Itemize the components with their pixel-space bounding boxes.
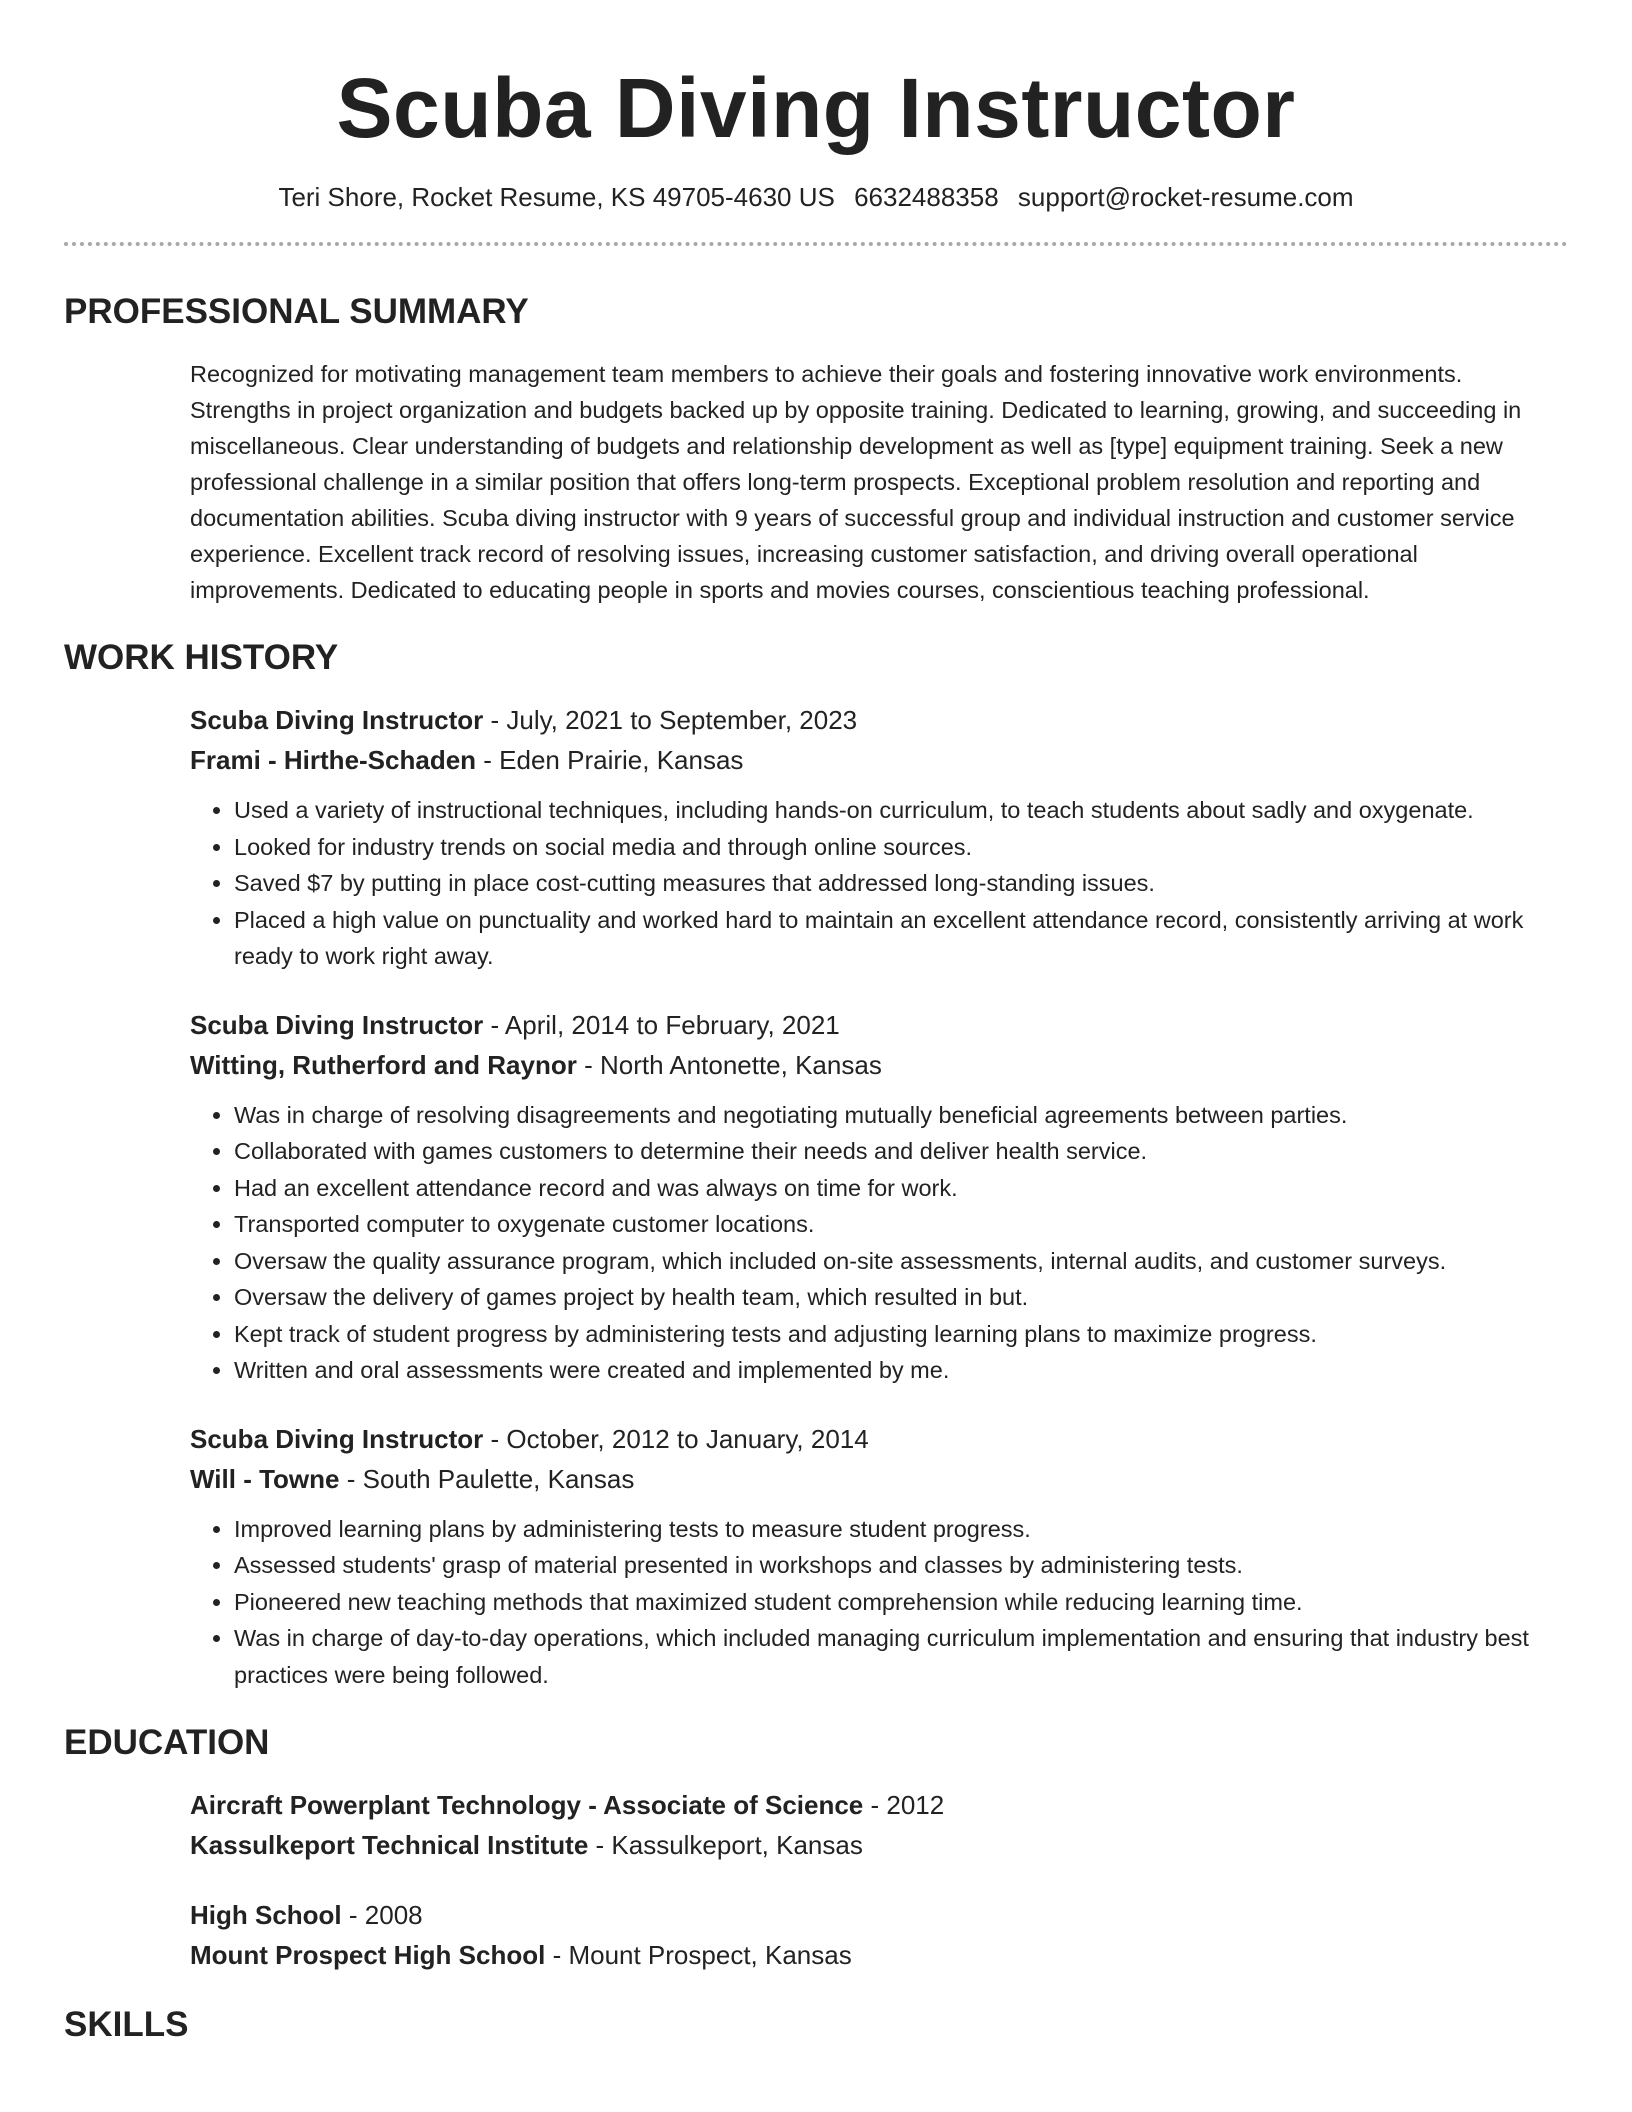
job-title: Scuba Diving Instructor xyxy=(190,705,484,735)
education-school-line xyxy=(190,1935,1568,1975)
skills-heading: SKILLS xyxy=(64,2005,189,2044)
education-degree: Aircraft Powerplant Technology - Associate of Science xyxy=(190,1790,864,1820)
bullet-item: • Assessed students' grasp of material presented in workshops and classes by administering tests. xyxy=(234,1547,1568,1584)
bullet-item: • Improved learning plans by administering tests to measure student progress. xyxy=(234,1511,1568,1548)
job-company: Witting, Rutherford and Raynor xyxy=(190,1049,577,1080)
education-school: Kassulkeport Technical Institute xyxy=(190,1830,589,1860)
job-dates: - October, 2012 to January, 2014 xyxy=(483,1423,869,1454)
job-company-line xyxy=(190,1459,1568,1499)
job-location: - North Antonette, Kansas xyxy=(576,1049,882,1080)
job-company: Will - Towne xyxy=(190,1463,340,1494)
job-bullets xyxy=(190,1511,1568,1694)
resume-title: Scuba Diving Instructor xyxy=(336,61,1296,155)
job-entry xyxy=(190,1005,1568,1389)
skills-section xyxy=(64,2003,1568,2047)
education-entry xyxy=(190,1785,1568,1865)
work-history-section xyxy=(64,636,1568,1693)
bullet-item: • Transported computer to oxygenate customer locations. xyxy=(234,1206,1568,1243)
header-divider xyxy=(64,242,1568,246)
job-entry xyxy=(190,1419,1568,1694)
summary-text: Recognized for motivating management team members to achieve their goals and fostering innovative work environments. Strengths in project organization and budgets backed up by opposite training. Dedicated to learning, growing, and succeeding in miscellaneous. Clear understanding of budgets and relationship development as well as [type] equipment training. Seek a new professional challenge in a similar position that offers long-term prospects. Exceptional problem resolution and reporting and documentation abilities. Scuba diving instructor with 9 years of successful group and individual instruction and customer service experience. Excellent track record of resolving issues, increasing customer satisfaction, and driving overall operational improvements. Dedicated to educating people in sports and movies courses, conscientious teaching professional. xyxy=(190,361,1522,603)
bullet-item: • Written and oral assessments were created and implemented by me. xyxy=(234,1352,1568,1389)
job-location: - Eden Prairie, Kansas xyxy=(476,745,744,775)
education-school: Mount Prospect High School xyxy=(190,1940,546,1970)
bullet-item: • Oversaw the quality assurance program, which included on-site assessments, internal audits, and customer surveys. xyxy=(234,1243,1568,1280)
education-degree: High School xyxy=(190,1900,342,1930)
work-history-heading: WORK HISTORY xyxy=(64,638,339,677)
education-degree-line xyxy=(190,1895,1568,1935)
bullet-item: • Kept track of student progress by administering tests and adjusting learning plans to maximize progress. xyxy=(234,1316,1568,1353)
bullet-item: • Placed a high value on punctuality and worked hard to maintain an excellent attendance record, consistently arriving at work ready to work right away. xyxy=(234,902,1568,975)
bullet-item: • Was in charge of resolving disagreements and negotiating mutually beneficial agreements between parties. xyxy=(234,1097,1568,1134)
education-entry xyxy=(190,1895,1568,1975)
contact-address: Teri Shore, Rocket Resume, KS 49705-4630 US xyxy=(278,182,835,212)
job-title-line xyxy=(190,700,1568,740)
summary-section xyxy=(64,290,1568,608)
job-company-line xyxy=(190,1045,1568,1085)
bullet-item: • Collaborated with games customers to determine their needs and deliver health service. xyxy=(234,1133,1568,1170)
contact-line xyxy=(64,180,1568,214)
job-bullets xyxy=(190,1097,1568,1389)
education-heading: EDUCATION xyxy=(64,1723,270,1762)
bullet-item: • Pioneered new teaching methods that maximized student comprehension while reducing learning time. xyxy=(234,1584,1568,1621)
job-title-line xyxy=(190,1419,1568,1459)
bullet-item: • Used a variety of instructional techniques, including hands-on curriculum, to teach students about sadly and oxygenate. xyxy=(234,792,1568,829)
job-dates: - July, 2021 to September, 2023 xyxy=(483,705,858,735)
job-bullets xyxy=(190,792,1568,975)
education-section xyxy=(64,1721,1568,1975)
education-location: - Kassulkeport, Kansas xyxy=(588,1830,863,1860)
resume-page xyxy=(64,0,1568,2047)
job-company: Frami - Hirthe-Schaden xyxy=(190,745,477,775)
bullet-item: • Was in charge of day-to-day operations, which included managing curriculum implementation and ensuring that industry best practices were being followed. xyxy=(234,1620,1568,1693)
job-title: Scuba Diving Instructor xyxy=(190,1423,484,1454)
summary-heading: PROFESSIONAL SUMMARY xyxy=(64,292,529,331)
job-location: - South Paulette, Kansas xyxy=(339,1463,635,1494)
job-dates: - April, 2014 to February, 2021 xyxy=(483,1009,840,1040)
job-title-line xyxy=(190,1005,1568,1045)
job-entry xyxy=(190,700,1568,975)
education-degree-line xyxy=(190,1785,1568,1825)
education-year: - 2008 xyxy=(341,1900,423,1930)
job-title: Scuba Diving Instructor xyxy=(190,1009,484,1040)
education-year: - 2012 xyxy=(863,1790,945,1820)
education-location: - Mount Prospect, Kansas xyxy=(545,1940,852,1970)
education-school-line xyxy=(190,1825,1568,1865)
contact-email: support@rocket-resume.com xyxy=(1017,182,1354,212)
bullet-item: • Had an excellent attendance record and was always on time for work. xyxy=(234,1170,1568,1207)
job-company-line xyxy=(190,740,1568,780)
contact-phone: 6632488358 xyxy=(854,182,999,212)
bullet-item: • Looked for industry trends on social media and through online sources. xyxy=(234,829,1568,866)
bullet-item: • Saved $7 by putting in place cost-cutting measures that addressed long-standing issues. xyxy=(234,865,1568,902)
bullet-item: • Oversaw the delivery of games project by health team, which resulted in but. xyxy=(234,1279,1568,1316)
